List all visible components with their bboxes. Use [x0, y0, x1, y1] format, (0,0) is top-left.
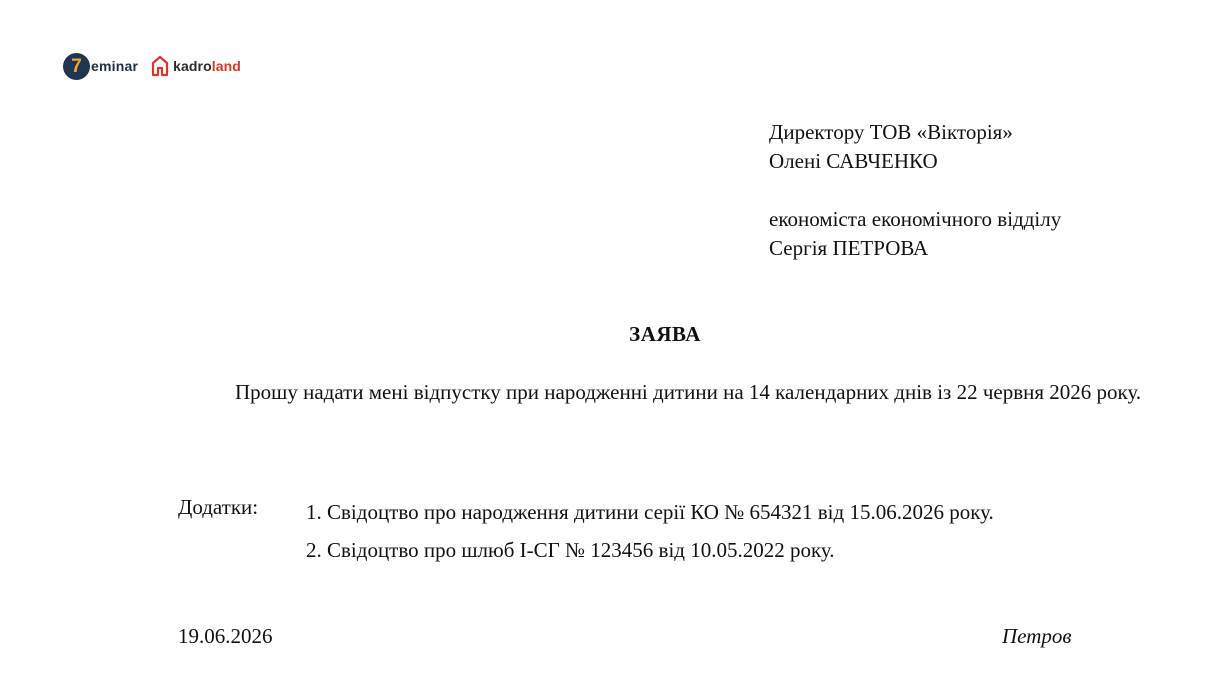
seminar-logo-text: eminar [91, 58, 139, 74]
signature: Петров [1002, 624, 1072, 648]
addressee-block [769, 118, 1013, 176]
request-paragraph: Прошу надати мені відпустку при народженні дитини на 14 календарних днів із 22 червня 2026 року. [235, 380, 1142, 404]
kadroland-text-part2: land [211, 58, 241, 74]
attachments-label: Додатки: [178, 495, 259, 519]
document-date: 19.06.2026 [178, 624, 273, 648]
kadroland-logo [150, 55, 241, 77]
attachments-list [306, 493, 994, 569]
addressee-name: Олені САВЧЕНКО [769, 149, 938, 173]
seminar-logo-badge [63, 53, 90, 80]
seminar-logo-digit: 7 [71, 55, 82, 77]
attachment-item: 1. Свідоцтво про народження дитини серії КО № 654321 від 15.06.2026 року. [306, 500, 994, 524]
kadroland-logo-text [173, 58, 241, 74]
sender-name: Сергія ПЕТРОВА [769, 236, 929, 260]
addressee-position: Директору ТОВ «Вікторія» [769, 120, 1013, 144]
kadroland-house-icon [150, 55, 170, 77]
sender-position: економіста економічного відділу [769, 207, 1062, 231]
document-title: ЗАЯВА [629, 322, 701, 346]
kadroland-text-part1: kadro [173, 58, 212, 74]
header-logos [63, 52, 241, 80]
sender-block [769, 205, 1061, 263]
attachment-item: 2. Свідоцтво про шлюб І-СГ № 123456 від 10.05.2022 року. [306, 538, 835, 562]
